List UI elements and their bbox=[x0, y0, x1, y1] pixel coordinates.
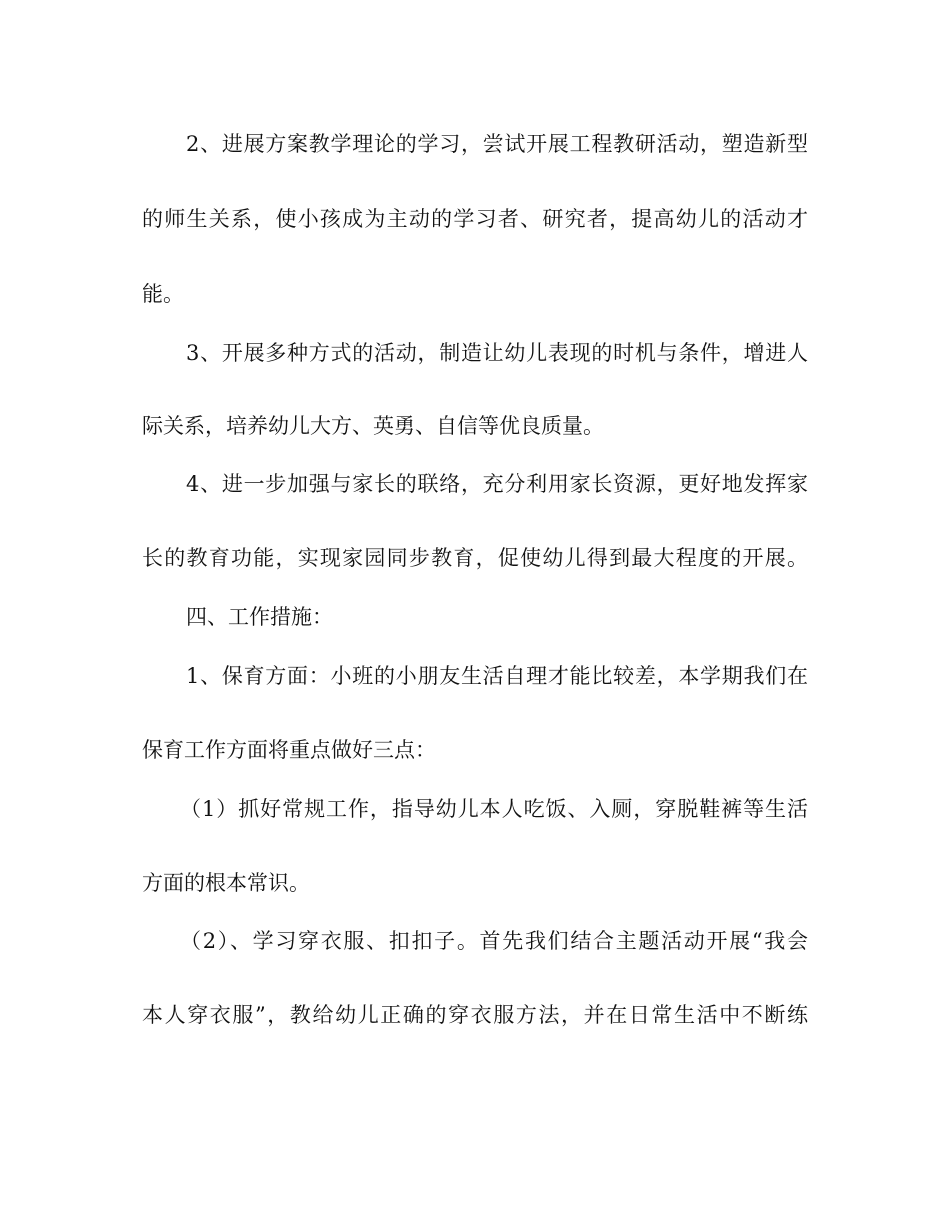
paragraph-line: 能。 bbox=[142, 282, 184, 306]
paragraph-line: （2）、学习穿衣服、扣扣子。首先我们结合主题活动开展“我会 bbox=[180, 929, 808, 953]
paragraph-line: 的师生关系，使小孩成为主动的学习者、研究者，提高幼儿的活动才 bbox=[142, 207, 808, 231]
paragraph-line: 长的教育功能，实现家园同步教育，促使幼儿得到最大程度的开展。 bbox=[142, 546, 808, 570]
paragraph-line: （1）抓好常规工作，指导幼儿本人吃饭、入厕，穿脱鞋裤等生活 bbox=[180, 797, 808, 821]
paragraph-line: 2、进展方案教学理论的学习，尝试开展工程教研活动，塑造新型 bbox=[186, 132, 808, 156]
paragraph-line: 3、开展多种方式的活动，制造让幼儿表现的时机与条件，增进人 bbox=[186, 341, 808, 365]
paragraph-line: 际关系，培养幼儿大方、英勇、自信等优良质量。 bbox=[142, 414, 604, 438]
paragraph-line: 本人穿衣服”，教给幼儿正确的穿衣服方法，并在日常生活中不断练 bbox=[142, 1003, 808, 1027]
paragraph-line: 1、保育方面：小班的小朋友生活自理才能比较差，本学期我们在 bbox=[186, 664, 808, 688]
paragraph-line: 4、进一步加强与家长的联络，充分利用家长资源，更好地发挥家 bbox=[186, 472, 808, 496]
paragraph-line: 方面的根本常识。 bbox=[142, 871, 310, 895]
paragraph-line: 保育工作方面将重点做好三点： bbox=[142, 738, 436, 762]
section-heading: 四、工作措施： bbox=[186, 605, 333, 629]
